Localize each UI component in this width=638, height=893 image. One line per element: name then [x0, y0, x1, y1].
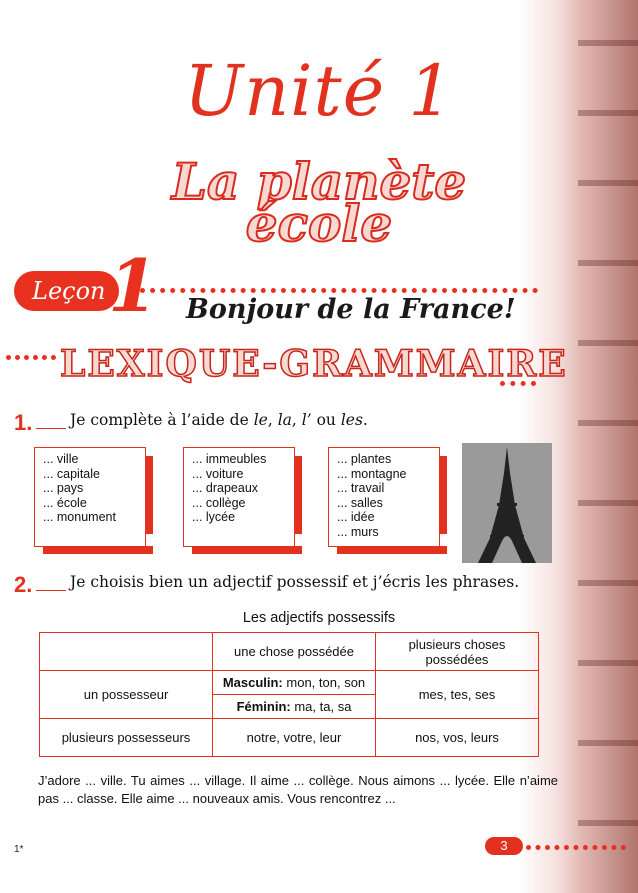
theme-title-line1: La planète — [171, 152, 467, 211]
section-dots-right — [500, 381, 536, 386]
exercise-instruction: Je complète à l’aide de le, la, l’ ou les. — [70, 411, 368, 429]
practice-text: J’adore ... ville. Tu aimes ... village. Il aime ... collège. Nous aimons ... lycée. Elle n’aime pas ... classe. Elle aime ... nouveaux amis. Vous rencontrez ... — [38, 773, 558, 806]
section-title: LEXIQUE-GRAMMAIRE — [60, 343, 568, 385]
exercise-rule — [36, 428, 66, 429]
word-item: ... pays — [43, 481, 84, 495]
word-item: ... idée — [337, 510, 375, 524]
word-item: ... murs — [337, 524, 379, 539]
table-cell: mes, tes, ses — [376, 671, 539, 719]
word-item: ... immeubles — [192, 452, 267, 466]
word-item: ... collège — [192, 495, 246, 510]
lesson-number: 1 — [108, 243, 159, 328]
word-box — [328, 447, 440, 547]
unit-title: Unité 1 — [184, 50, 454, 132]
table-cell: Féminin: ma, ta, sa — [213, 695, 376, 719]
word-item: ... plantes — [337, 452, 392, 466]
word-item: ... monument — [43, 510, 116, 524]
word-box — [183, 447, 295, 547]
lesson-subtitle: Bonjour de la France! — [186, 294, 516, 325]
lesson-dotted-rule — [140, 288, 538, 293]
word-item: ... montagne — [337, 466, 407, 481]
word-item: ... capitale — [43, 466, 100, 481]
section-dots-left — [6, 355, 56, 360]
table-cell: nos, vos, leurs — [376, 719, 539, 757]
word-item: ... voiture — [192, 466, 244, 481]
word-box — [34, 447, 146, 547]
table-cell: Masculin: mon, ton, son — [213, 671, 376, 695]
table-empty-cell — [40, 633, 213, 671]
table-header-cell: plusieurs choses possédées — [376, 633, 539, 671]
word-item: ... ville — [43, 452, 79, 466]
theme-title-line2: école — [245, 194, 393, 253]
word-item: ... lycée — [192, 510, 236, 524]
table-row-header: plusieurs possesseurs — [40, 719, 213, 757]
word-item: ... drapeaux — [192, 481, 259, 495]
word-item: ... école — [43, 495, 87, 510]
word-item: ... travail — [337, 481, 385, 495]
signature-mark: 1* — [14, 844, 24, 855]
table-header-cell: une chose possédée — [213, 633, 376, 671]
exercise-number: 1. — [14, 410, 33, 435]
page-number: 3 — [485, 837, 523, 855]
footer-dotted-rule — [526, 845, 626, 850]
lesson-label: Leçon — [14, 271, 119, 311]
table-cell: notre, votre, leur — [213, 719, 376, 757]
eiffel-tower-photo — [462, 443, 552, 563]
word-item: ... salles — [337, 495, 383, 510]
possessive-adjectives-table — [39, 632, 539, 757]
table-caption: Les adjectifs possessifs — [242, 610, 396, 626]
exercise-number: 2. — [14, 572, 33, 597]
exercise-instruction: Je choisis bien un adjectif possessif et j’écris les phrases. — [70, 573, 520, 591]
table-row-header: un possesseur — [40, 671, 213, 719]
exercise-rule — [36, 590, 66, 591]
